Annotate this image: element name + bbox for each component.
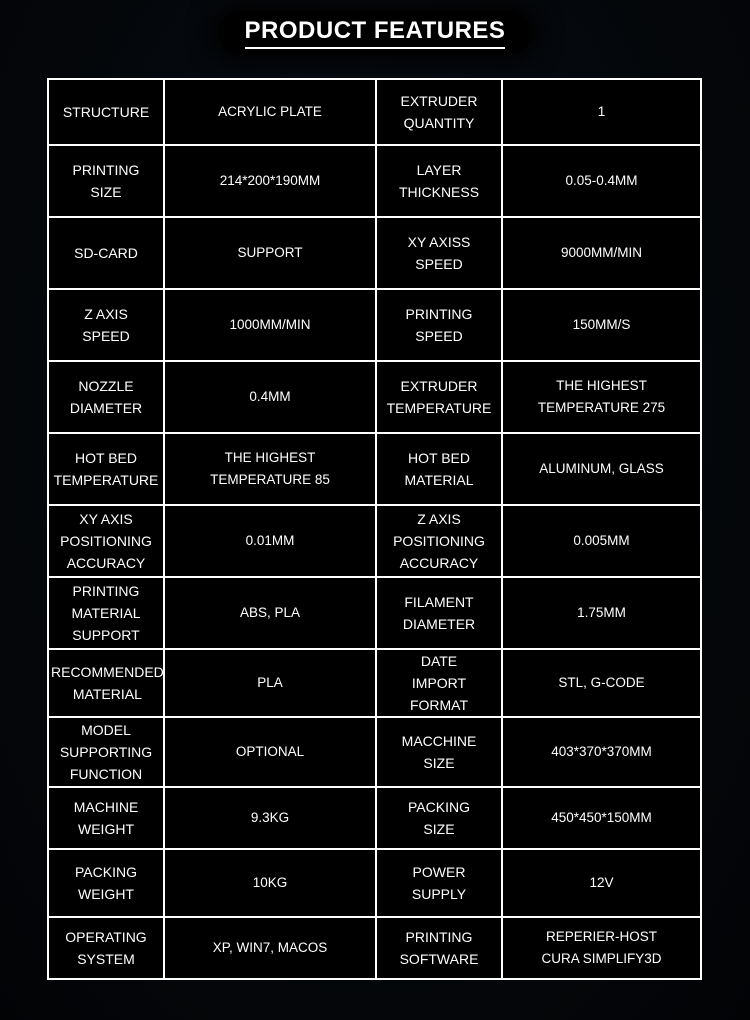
spec-value-right: STL, G-CODE: [558, 675, 645, 690]
spec-value-left-cell: [164, 289, 376, 361]
spec-value-right: THE HIGHEST TEMPERATURE 275: [537, 378, 666, 415]
spec-value-right-cell: [502, 717, 701, 787]
spec-label-left: RECOMMENDED MATERIAL: [51, 664, 164, 702]
spec-value-right-cell: [502, 433, 701, 505]
spec-value-right-cell: [502, 361, 701, 433]
spec-label-right-cell: [376, 217, 502, 289]
spec-value-left-cell: [164, 505, 376, 577]
spec-value-left: 1000MM/MIN: [229, 317, 311, 332]
spec-label-right: DATE IMPORT FORMAT: [409, 653, 469, 713]
spec-row: [48, 145, 701, 217]
title-pill: [219, 11, 532, 55]
spec-value-right: 450*450*150MM: [551, 810, 652, 825]
spec-value-left: ACRYLIC PLATE: [218, 104, 322, 119]
spec-label-right: Z AXIS POSITIONING ACCURACY: [393, 511, 485, 571]
spec-label-right-cell: [376, 361, 502, 433]
spec-row: [48, 649, 701, 717]
spec-row: [48, 917, 701, 979]
spec-table-body: [48, 79, 701, 979]
spec-value-right: 0.005MM: [573, 533, 630, 548]
spec-row: [48, 79, 701, 145]
spec-label-right: HOT BED MATERIAL: [404, 450, 474, 488]
spec-label-left-cell: [48, 717, 164, 787]
spec-label-left-cell: [48, 361, 164, 433]
spec-row: [48, 433, 701, 505]
spec-label-right-cell: [376, 649, 502, 717]
spec-value-left: THE HIGHEST TEMPERATURE 85: [210, 450, 330, 487]
spec-label-right-cell: [376, 289, 502, 361]
spec-label-left: MACHINE WEIGHT: [73, 799, 139, 837]
spec-label-left-cell: [48, 79, 164, 145]
spec-value-right: 9000MM/MIN: [560, 245, 643, 260]
spec-value-left: SUPPORT: [237, 245, 303, 260]
spec-label-left: MODEL SUPPORTING FUNCTION: [59, 722, 153, 782]
spec-label-right-cell: [376, 917, 502, 979]
spec-row: [48, 361, 701, 433]
spec-label-right: LAYER THICKNESS: [398, 162, 480, 200]
spec-label-left: XY AXIS POSITIONING ACCURACY: [60, 511, 152, 571]
spec-label-right-cell: [376, 145, 502, 217]
spec-value-left: PLA: [257, 675, 283, 690]
spec-label-right: XY AXISS SPEED: [407, 234, 471, 272]
spec-value-left: OPTIONAL: [235, 744, 305, 759]
spec-value-right-cell: [502, 849, 701, 917]
spec-value-left: ABS, PLA: [239, 605, 301, 620]
spec-label-right-cell: [376, 849, 502, 917]
spec-row: [48, 505, 701, 577]
spec-label-right-cell: [376, 433, 502, 505]
spec-label-right-cell: [376, 79, 502, 145]
spec-value-left: XP, WIN7, MACOS: [212, 940, 328, 955]
spec-value-right: REPERIER-HOST CURA SIMPLIFY3D: [541, 929, 662, 966]
spec-value-right: ALUMINUM, GLASS: [539, 461, 664, 476]
page-title: PRODUCT FEATURES: [245, 17, 506, 49]
spec-value-left-cell: [164, 361, 376, 433]
spec-label-left-cell: [48, 145, 164, 217]
spec-label-left-cell: [48, 505, 164, 577]
spec-value-left: 9.3KG: [250, 810, 290, 825]
spec-label-left-cell: [48, 217, 164, 289]
spec-label-left: Z AXIS SPEED: [82, 306, 130, 344]
spec-value-left-cell: [164, 787, 376, 849]
spec-value-left-cell: [164, 433, 376, 505]
spec-value-left-cell: [164, 649, 376, 717]
spec-label-left: PRINTING SIZE: [72, 162, 140, 200]
spec-label-left-cell: [48, 917, 164, 979]
spec-value-left-cell: [164, 217, 376, 289]
spec-value-left: 214*200*190MM: [219, 173, 321, 188]
spec-label-left-cell: [48, 787, 164, 849]
spec-label-left: PACKING WEIGHT: [75, 864, 137, 902]
spec-label-left-cell: [48, 577, 164, 649]
spec-label-left: SD-CARD: [74, 245, 138, 261]
spec-value-left-cell: [164, 577, 376, 649]
title-banner: [0, 8, 750, 58]
spec-value-right-cell: [502, 217, 701, 289]
spec-label-left-cell: [48, 849, 164, 917]
spec-value-left-cell: [164, 145, 376, 217]
spec-value-right: 0.05-0.4MM: [565, 173, 638, 188]
spec-label-left: OPERATING SYSTEM: [65, 929, 147, 967]
spec-value-right-cell: [502, 787, 701, 849]
spec-label-right-cell: [376, 787, 502, 849]
spec-row: [48, 787, 701, 849]
spec-value-right-cell: [502, 289, 701, 361]
spec-value-right-cell: [502, 79, 701, 145]
spec-row: [48, 849, 701, 917]
spec-value-right-cell: [502, 577, 701, 649]
spec-value-right-cell: [502, 649, 701, 717]
spec-value-right: 1.75MM: [577, 605, 626, 620]
spec-value-right-cell: [502, 145, 701, 217]
spec-value-left-cell: [164, 79, 376, 145]
spec-label-right: EXTRUDER TEMPERATURE: [386, 378, 492, 416]
spec-row: [48, 217, 701, 289]
spec-label-right: FILAMENT DIAMETER: [402, 594, 476, 632]
spec-value-right-cell: [502, 505, 701, 577]
spec-label-right: PRINTING SPEED: [405, 306, 473, 344]
spec-value-right: 1: [597, 104, 606, 119]
spec-label-right-cell: [376, 505, 502, 577]
spec-value-left: 0.01MM: [245, 533, 295, 548]
spec-value-right: 403*370*370MM: [551, 744, 652, 759]
spec-label-right-cell: [376, 717, 502, 787]
spec-row: [48, 289, 701, 361]
spec-value-left: 10KG: [252, 875, 288, 890]
spec-value-right: 150MM/S: [572, 317, 631, 332]
spec-label-left-cell: [48, 289, 164, 361]
spec-value-right: 12V: [589, 875, 614, 890]
spec-value-left-cell: [164, 917, 376, 979]
spec-label-left: HOT BED TEMPERATURE: [53, 450, 159, 488]
spec-label-left-cell: [48, 649, 164, 717]
spec-value-left-cell: [164, 849, 376, 917]
spec-value-right-cell: [502, 917, 701, 979]
spec-label-right: PACKING SIZE: [408, 799, 470, 837]
spec-label-right-cell: [376, 577, 502, 649]
spec-row: [48, 717, 701, 787]
spec-table: [47, 78, 702, 980]
spec-label-left: STRUCTURE: [62, 104, 150, 120]
spec-label-left: PRINTING MATERIAL SUPPORT: [71, 583, 141, 643]
spec-label-right: EXTRUDER QUANTITY: [400, 93, 478, 131]
spec-row: [48, 577, 701, 649]
spec-label-left: NOZZLE DIAMETER: [69, 378, 143, 416]
spec-label-right: MACCHINE SIZE: [401, 733, 477, 771]
spec-value-left-cell: [164, 717, 376, 787]
spec-label-left-cell: [48, 433, 164, 505]
spec-label-right: PRINTING SOFTWARE: [399, 929, 479, 967]
spec-label-right: POWER SUPPLY: [411, 864, 467, 902]
spec-value-left: 0.4MM: [249, 389, 291, 404]
